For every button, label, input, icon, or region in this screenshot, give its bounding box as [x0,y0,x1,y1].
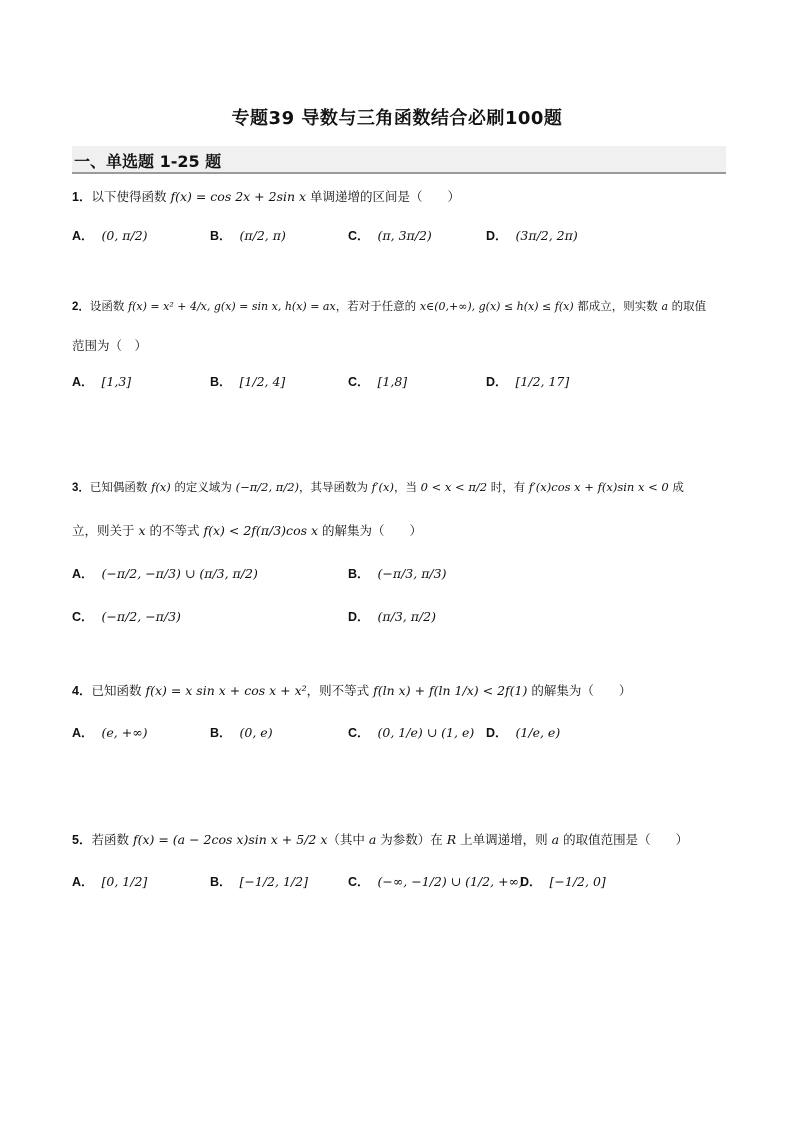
question-5-stem: 5．若函数 f(x) = (a − 2cos x)sin x + 5/2 x（其中 a 为参数）在 R 上单调递增，则 a 的取值范围是（ ） [72,832,689,847]
question-4-option-b[interactable]: B． (0, e) [210,725,273,740]
question-2-option-c[interactable]: C． [1,8] [348,374,408,389]
question-4-option-c[interactable]: C． (0, 1/e) ∪ (1, e) [348,725,475,740]
question-3-option-d[interactable]: D． (π/3, π/2) [348,609,436,624]
question-3-stem: 3．已知偶函数 f(x) 的定义域为 (−π/2, π/2)，其导函数为 f′(x)，当 0 < x < π/2 时，有 f′(x)cos x + f(x)sin x < 0 成 [72,480,684,494]
question-3-option-b[interactable]: B． (−π/3, π/3) [348,566,447,581]
question-number: 2． [72,301,90,313]
question-number: 3． [72,482,90,494]
question-3-option-a[interactable]: A． (−π/2, −π/3) ∪ (π/3, π/2) [72,566,258,581]
question-4-option-d[interactable]: D． (1/e, e) [486,725,561,740]
question-2-option-a[interactable]: A． [1,3] [72,374,132,389]
section-title: 一、单选题 1-25 题 [74,152,222,171]
question-5-option-c[interactable]: C． (−∞, −1/2) ∪ (1/2, +∞) [348,874,524,889]
question-2-option-b[interactable]: B． [1/2, 4] [210,374,286,389]
question-2-stem: 2．设函数 f(x) = x² + 4/x, g(x) = sin x, h(x) = ax，若对于任意的 x∈(0,+∞), g(x) ≤ h(x) ≤ f(x) 都成立，则实数 a 的取值 [72,299,707,313]
question-2-option-d[interactable]: D． [1/2, 17] [486,374,570,389]
question-number: 1． [72,190,92,204]
question-3-option-c[interactable]: C． (−π/2, −π/3) [72,609,181,624]
question-1-option-c[interactable]: C． (π, 3π/2) [348,228,432,243]
question-1-option-a[interactable]: A． (0, π/2) [72,228,148,243]
question-5-option-d[interactable]: D． [−1/2, 0] [520,874,606,889]
question-2-stem-cont: 范围为（ ） [72,338,148,353]
question-1-option-d[interactable]: D． (3π/2, 2π) [486,228,578,243]
question-5-option-b[interactable]: B． [−1/2, 1/2] [210,874,308,889]
question-4-stem: 4．已知函数 f(x) = x sin x + cos x + x²，则不等式 f(ln x) + f(ln 1/x) < 2f(1) 的解集为（ ） [72,683,632,698]
page-title: 专题39 导数与三角函数结合必刷100题 [231,108,563,129]
question-4-option-a[interactable]: A． (e, +∞) [72,725,148,740]
question-5-option-a[interactable]: A． [0, 1/2] [72,874,148,889]
question-1-stem: 1．以下使得函数 f(x) = cos 2x + 2sin x 单调递增的区间是（ ） [72,189,461,204]
question-number: 4． [72,684,92,698]
question-number: 5． [72,833,92,847]
question-3-stem-cont: 立，则关于 x 的不等式 f(x) < 2f(π/3)cos x 的解集为（ ） [72,523,423,538]
question-1-option-b[interactable]: B． (π/2, π) [210,228,286,243]
